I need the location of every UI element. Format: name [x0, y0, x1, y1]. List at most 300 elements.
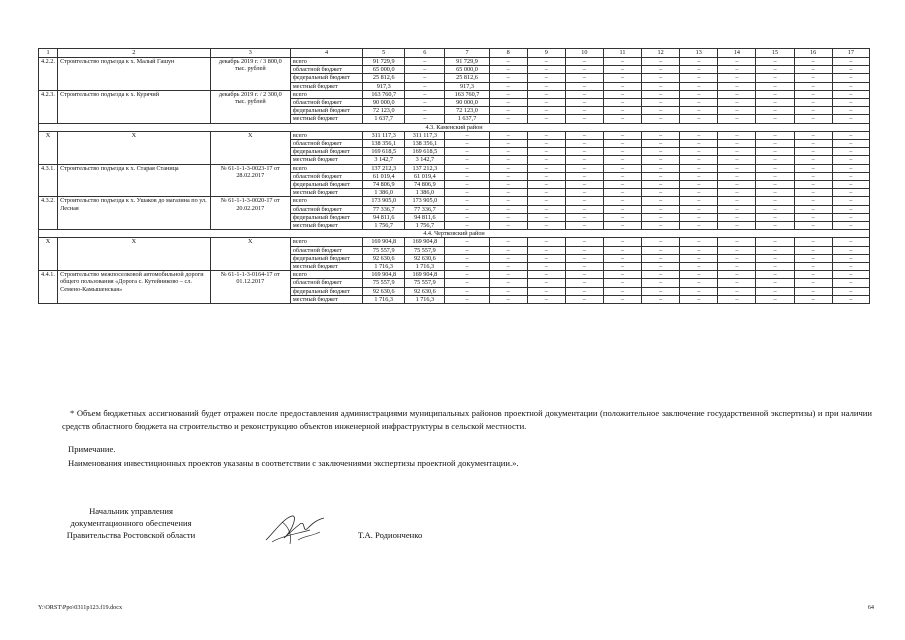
empty-year-cell: –: [718, 148, 756, 156]
empty-year-cell: –: [527, 66, 565, 74]
value-col5-cell: 94 811,6: [363, 213, 405, 221]
empty-year-cell: –: [718, 295, 756, 303]
empty-year-cell: –: [489, 164, 527, 172]
table-row: [39, 58, 870, 66]
empty-year-cell: –: [832, 172, 869, 180]
empty-year-cell: –: [756, 131, 794, 139]
empty-year-cell: –: [680, 58, 718, 66]
row-id-cell: 4.2.3.: [39, 90, 58, 123]
empty-year-cell: –: [680, 115, 718, 123]
empty-year-cell: –: [527, 238, 565, 246]
value-col5-cell: 311 117,3: [363, 131, 405, 139]
empty-year-cell: –: [565, 115, 603, 123]
empty-year-cell: –: [565, 222, 603, 230]
value-col6-cell: 311 117,3: [405, 131, 445, 139]
empty-year-cell: –: [642, 107, 680, 115]
empty-year-cell: –: [642, 140, 680, 148]
funding-source-cell: местный бюджет: [290, 156, 362, 164]
empty-year-cell: –: [603, 238, 641, 246]
value-col7-cell: –: [445, 131, 489, 139]
empty-year-cell: –: [642, 82, 680, 90]
value-col7-cell: 91 729,9: [445, 58, 489, 66]
funding-source-cell: областной бюджет: [290, 66, 362, 74]
empty-year-cell: –: [718, 172, 756, 180]
empty-year-cell: –: [489, 156, 527, 164]
empty-year-cell: –: [756, 279, 794, 287]
column-number-cell: 17: [832, 49, 869, 58]
empty-year-cell: –: [603, 222, 641, 230]
row-id-cell: 4.3.2.: [39, 197, 58, 230]
empty-year-cell: –: [489, 213, 527, 221]
empty-year-cell: –: [680, 148, 718, 156]
empty-year-cell: –: [756, 197, 794, 205]
empty-year-cell: –: [756, 205, 794, 213]
empty-year-cell: –: [832, 148, 869, 156]
empty-year-cell: –: [527, 131, 565, 139]
project-doc-cell: декабрь 2019 г. / 3 800,0 тыс. рублей: [210, 58, 290, 91]
empty-year-cell: –: [527, 115, 565, 123]
empty-year-cell: –: [603, 197, 641, 205]
empty-year-cell: –: [603, 263, 641, 271]
empty-year-cell: –: [794, 172, 832, 180]
empty-year-cell: –: [718, 205, 756, 213]
empty-year-cell: –: [565, 156, 603, 164]
project-doc-cell: № 61-1-1-3-0164-17 от 01.12.2017: [210, 271, 290, 304]
value-col6-cell: –: [405, 90, 445, 98]
empty-year-cell: –: [756, 238, 794, 246]
empty-year-cell: –: [565, 172, 603, 180]
project-doc-cell: № 61-1-1-3-0023-17 от 28.02.2017: [210, 164, 290, 197]
empty-year-cell: –: [527, 271, 565, 279]
empty-year-cell: –: [794, 271, 832, 279]
value-col5-cell: 173 905,0: [363, 197, 405, 205]
empty-year-cell: –: [489, 131, 527, 139]
empty-year-cell: –: [756, 263, 794, 271]
empty-year-cell: –: [832, 295, 869, 303]
empty-year-cell: –: [565, 213, 603, 221]
column-number-cell: 7: [445, 49, 489, 58]
empty-year-cell: –: [565, 279, 603, 287]
empty-year-cell: –: [756, 107, 794, 115]
empty-year-cell: –: [794, 287, 832, 295]
value-col7-cell: –: [445, 263, 489, 271]
empty-year-cell: –: [756, 140, 794, 148]
empty-year-cell: –: [565, 131, 603, 139]
section-header-row: [39, 230, 870, 238]
funding-source-cell: местный бюджет: [290, 189, 362, 197]
value-col7-cell: –: [445, 254, 489, 262]
empty-year-cell: –: [794, 107, 832, 115]
value-col5-cell: 72 123,0: [363, 107, 405, 115]
empty-year-cell: –: [527, 172, 565, 180]
value-col7-cell: –: [445, 246, 489, 254]
empty-year-cell: –: [527, 90, 565, 98]
empty-year-cell: –: [832, 197, 869, 205]
funding-source-cell: федеральный бюджет: [290, 107, 362, 115]
empty-year-cell: –: [565, 197, 603, 205]
empty-year-cell: –: [756, 287, 794, 295]
empty-year-cell: –: [794, 82, 832, 90]
empty-year-cell: –: [718, 58, 756, 66]
empty-year-cell: –: [680, 238, 718, 246]
empty-year-cell: –: [832, 107, 869, 115]
empty-year-cell: –: [794, 263, 832, 271]
empty-year-cell: –: [603, 74, 641, 82]
empty-year-cell: –: [680, 279, 718, 287]
column-number-cell: 12: [642, 49, 680, 58]
funding-source-cell: федеральный бюджет: [290, 181, 362, 189]
empty-year-cell: –: [718, 107, 756, 115]
value-col7-cell: –: [445, 156, 489, 164]
empty-year-cell: –: [680, 213, 718, 221]
column-number-cell: 8: [489, 49, 527, 58]
value-col7-cell: –: [445, 222, 489, 230]
project-doc-cell: Х: [210, 131, 290, 164]
empty-year-cell: –: [718, 66, 756, 74]
table-row: [39, 131, 870, 139]
empty-year-cell: –: [603, 148, 641, 156]
value-col6-cell: –: [405, 66, 445, 74]
empty-year-cell: –: [489, 222, 527, 230]
value-col7-cell: –: [445, 205, 489, 213]
empty-year-cell: –: [489, 99, 527, 107]
empty-year-cell: –: [756, 189, 794, 197]
empty-year-cell: –: [794, 140, 832, 148]
empty-year-cell: –: [718, 238, 756, 246]
empty-year-cell: –: [794, 279, 832, 287]
empty-year-cell: –: [680, 246, 718, 254]
empty-year-cell: –: [527, 263, 565, 271]
empty-year-cell: –: [642, 295, 680, 303]
column-number-cell: 14: [718, 49, 756, 58]
empty-year-cell: –: [680, 99, 718, 107]
empty-year-cell: –: [794, 238, 832, 246]
value-col6-cell: 3 142,7: [405, 156, 445, 164]
value-col5-cell: 1 386,0: [363, 189, 405, 197]
value-col7-cell: 25 812,6: [445, 74, 489, 82]
empty-year-cell: –: [794, 131, 832, 139]
empty-year-cell: –: [832, 263, 869, 271]
funding-source-cell: областной бюджет: [290, 140, 362, 148]
empty-year-cell: –: [603, 181, 641, 189]
empty-year-cell: –: [756, 66, 794, 74]
value-col7-cell: –: [445, 197, 489, 205]
value-col6-cell: 92 630,6: [405, 287, 445, 295]
empty-year-cell: –: [603, 205, 641, 213]
empty-year-cell: –: [832, 181, 869, 189]
empty-year-cell: –: [718, 287, 756, 295]
empty-year-cell: –: [565, 205, 603, 213]
value-col7-cell: 917,3: [445, 82, 489, 90]
empty-year-cell: –: [489, 279, 527, 287]
empty-year-cell: –: [603, 271, 641, 279]
empty-year-cell: –: [527, 279, 565, 287]
value-col6-cell: 169 904,8: [405, 271, 445, 279]
table-row: [39, 271, 870, 279]
value-col6-cell: 137 212,3: [405, 164, 445, 172]
empty-year-cell: –: [680, 107, 718, 115]
empty-year-cell: –: [756, 156, 794, 164]
empty-year-cell: –: [832, 58, 869, 66]
page-number: 64: [867, 604, 874, 611]
empty-year-cell: –: [565, 287, 603, 295]
section-title: 4.4. Чертковский район: [39, 230, 870, 238]
empty-year-cell: –: [756, 82, 794, 90]
empty-year-cell: –: [642, 172, 680, 180]
empty-year-cell: –: [832, 271, 869, 279]
value-col5-cell: 61 019,4: [363, 172, 405, 180]
empty-year-cell: –: [603, 58, 641, 66]
value-col6-cell: 1 716,3: [405, 263, 445, 271]
value-col6-cell: 61 019,4: [405, 172, 445, 180]
value-col6-cell: 75 557,9: [405, 279, 445, 287]
value-col7-cell: –: [445, 213, 489, 221]
empty-year-cell: –: [794, 99, 832, 107]
empty-year-cell: –: [832, 205, 869, 213]
value-col5-cell: 74 806,9: [363, 181, 405, 189]
empty-year-cell: –: [603, 287, 641, 295]
empty-year-cell: –: [527, 99, 565, 107]
value-col5-cell: 1 716,3: [363, 295, 405, 303]
value-col7-cell: –: [445, 181, 489, 189]
budget-footnote: * Объем бюджетных ассигнований будет отражен после предоставления администрациями муниципальных районов проектной документации (положительное заключение государственной экспертизы) и при наличии средств областного бюджета на строительство и реконструкцию объектов инженерной инфраструктуры в сельской местности.: [62, 408, 872, 431]
empty-year-cell: –: [527, 197, 565, 205]
row-id-cell: Х: [39, 238, 58, 271]
value-col7-cell: 65 000,0: [445, 66, 489, 74]
empty-year-cell: –: [489, 148, 527, 156]
project-name-cell: Строительство межпоселковой автомобильной дороги общего пользования «Дорога с. Кутейниково – сл. Семено-Камышенская»: [58, 271, 211, 304]
funding-source-cell: местный бюджет: [290, 115, 362, 123]
empty-year-cell: –: [489, 181, 527, 189]
empty-year-cell: –: [794, 74, 832, 82]
empty-year-cell: –: [603, 246, 641, 254]
value-col5-cell: 25 812,6: [363, 74, 405, 82]
empty-year-cell: –: [718, 197, 756, 205]
empty-year-cell: –: [565, 90, 603, 98]
empty-year-cell: –: [565, 181, 603, 189]
empty-year-cell: –: [489, 107, 527, 115]
footer-file-path: Y:\ORST\Ppo\0311p123.f19.docx: [38, 604, 123, 611]
table-row: [39, 90, 870, 98]
column-number-cell: 10: [565, 49, 603, 58]
value-col6-cell: –: [405, 115, 445, 123]
empty-year-cell: –: [756, 58, 794, 66]
empty-year-cell: –: [756, 172, 794, 180]
value-col5-cell: 1 756,7: [363, 222, 405, 230]
empty-year-cell: –: [718, 156, 756, 164]
value-col6-cell: –: [405, 58, 445, 66]
empty-year-cell: –: [794, 156, 832, 164]
value-col7-cell: –: [445, 140, 489, 148]
section-header-row: [39, 123, 870, 131]
empty-year-cell: –: [756, 222, 794, 230]
column-number-cell: 3: [210, 49, 290, 58]
project-doc-cell: № 61-1-1-3-0020-17 от 20.02.2017: [210, 197, 290, 230]
value-col7-cell: –: [445, 271, 489, 279]
empty-year-cell: –: [565, 99, 603, 107]
empty-year-cell: –: [642, 148, 680, 156]
empty-year-cell: –: [527, 74, 565, 82]
value-col7-cell: –: [445, 164, 489, 172]
funding-source-cell: всего: [290, 164, 362, 172]
empty-year-cell: –: [718, 279, 756, 287]
signatory-line-1: Начальник управления: [89, 506, 173, 516]
empty-year-cell: –: [794, 164, 832, 172]
value-col7-cell: –: [445, 287, 489, 295]
empty-year-cell: –: [642, 164, 680, 172]
table-row: [39, 197, 870, 205]
value-col5-cell: 169 904,8: [363, 271, 405, 279]
value-col5-cell: 90 000,0: [363, 99, 405, 107]
funding-source-cell: всего: [290, 238, 362, 246]
empty-year-cell: –: [603, 107, 641, 115]
funding-source-cell: областной бюджет: [290, 279, 362, 287]
empty-year-cell: –: [794, 205, 832, 213]
value-col6-cell: –: [405, 107, 445, 115]
empty-year-cell: –: [718, 115, 756, 123]
empty-year-cell: –: [680, 271, 718, 279]
column-number-cell: 15: [756, 49, 794, 58]
value-col7-cell: –: [445, 148, 489, 156]
empty-year-cell: –: [642, 238, 680, 246]
empty-year-cell: –: [642, 131, 680, 139]
empty-year-cell: –: [680, 287, 718, 295]
empty-year-cell: –: [642, 156, 680, 164]
note-text: Наименования инвестиционных проектов указаны в соответствии с заключениями экспертизы проектной документации.».: [68, 458, 519, 468]
empty-year-cell: –: [832, 213, 869, 221]
empty-year-cell: –: [718, 246, 756, 254]
funding-source-cell: федеральный бюджет: [290, 213, 362, 221]
value-col6-cell: 138 356,1: [405, 140, 445, 148]
funding-source-cell: всего: [290, 90, 362, 98]
empty-year-cell: –: [756, 90, 794, 98]
value-col6-cell: 173 905,0: [405, 197, 445, 205]
empty-year-cell: –: [832, 90, 869, 98]
funding-source-cell: областной бюджет: [290, 172, 362, 180]
empty-year-cell: –: [642, 254, 680, 262]
empty-year-cell: –: [794, 115, 832, 123]
empty-year-cell: –: [527, 107, 565, 115]
empty-year-cell: –: [718, 99, 756, 107]
empty-year-cell: –: [718, 222, 756, 230]
row-id-cell: 4.2.2.: [39, 58, 58, 91]
empty-year-cell: –: [794, 189, 832, 197]
signatory-line-3: Правительства Ростовской области: [66, 530, 196, 540]
value-col5-cell: 137 212,3: [363, 164, 405, 172]
empty-year-cell: –: [794, 213, 832, 221]
funding-source-cell: областной бюджет: [290, 205, 362, 213]
value-col5-cell: 169 904,8: [363, 238, 405, 246]
empty-year-cell: –: [832, 164, 869, 172]
empty-year-cell: –: [718, 90, 756, 98]
row-id-cell: 4.4.1.: [39, 271, 58, 304]
funding-source-cell: областной бюджет: [290, 99, 362, 107]
empty-year-cell: –: [642, 287, 680, 295]
empty-year-cell: –: [603, 82, 641, 90]
empty-year-cell: –: [832, 254, 869, 262]
empty-year-cell: –: [642, 263, 680, 271]
empty-year-cell: –: [680, 140, 718, 148]
empty-year-cell: –: [603, 66, 641, 74]
value-col5-cell: 65 000,0: [363, 66, 405, 74]
value-col7-cell: 72 123,0: [445, 107, 489, 115]
empty-year-cell: –: [565, 254, 603, 262]
empty-year-cell: –: [603, 156, 641, 164]
empty-year-cell: –: [489, 263, 527, 271]
value-col5-cell: 1 716,3: [363, 263, 405, 271]
value-col6-cell: 94 811,6: [405, 213, 445, 221]
project-doc-cell: Х: [210, 238, 290, 271]
empty-year-cell: –: [756, 271, 794, 279]
empty-year-cell: –: [832, 66, 869, 74]
empty-year-cell: –: [642, 279, 680, 287]
empty-year-cell: –: [565, 58, 603, 66]
empty-year-cell: –: [603, 90, 641, 98]
empty-year-cell: –: [489, 115, 527, 123]
funding-source-cell: местный бюджет: [290, 295, 362, 303]
empty-year-cell: –: [527, 148, 565, 156]
empty-year-cell: –: [565, 263, 603, 271]
value-col7-cell: –: [445, 172, 489, 180]
value-col5-cell: 77 336,7: [363, 205, 405, 213]
empty-year-cell: –: [603, 164, 641, 172]
empty-year-cell: –: [527, 140, 565, 148]
empty-year-cell: –: [794, 181, 832, 189]
project-name-cell: Строительство подъезда к х. Малый Гашун: [58, 58, 211, 91]
funding-source-cell: местный бюджет: [290, 222, 362, 230]
empty-year-cell: –: [489, 66, 527, 74]
empty-year-cell: –: [527, 58, 565, 66]
empty-year-cell: –: [718, 140, 756, 148]
value-col6-cell: 75 557,9: [405, 246, 445, 254]
empty-year-cell: –: [756, 74, 794, 82]
empty-year-cell: –: [527, 82, 565, 90]
empty-year-cell: –: [718, 164, 756, 172]
empty-year-cell: –: [718, 74, 756, 82]
empty-year-cell: –: [603, 140, 641, 148]
empty-year-cell: –: [718, 254, 756, 262]
empty-year-cell: –: [527, 213, 565, 221]
table-row: [39, 238, 870, 246]
empty-year-cell: –: [489, 189, 527, 197]
value-col7-cell: 90 000,0: [445, 99, 489, 107]
value-col6-cell: 169 904,8: [405, 238, 445, 246]
empty-year-cell: –: [718, 189, 756, 197]
funding-source-cell: федеральный бюджет: [290, 254, 362, 262]
empty-year-cell: –: [603, 189, 641, 197]
empty-year-cell: –: [756, 164, 794, 172]
funding-source-cell: всего: [290, 197, 362, 205]
funding-source-cell: всего: [290, 131, 362, 139]
empty-year-cell: –: [489, 254, 527, 262]
empty-year-cell: –: [794, 58, 832, 66]
empty-year-cell: –: [642, 74, 680, 82]
empty-year-cell: –: [642, 66, 680, 74]
empty-year-cell: –: [642, 90, 680, 98]
empty-year-cell: –: [489, 295, 527, 303]
empty-year-cell: –: [680, 205, 718, 213]
empty-year-cell: –: [565, 66, 603, 74]
empty-year-cell: –: [527, 164, 565, 172]
empty-year-cell: –: [642, 181, 680, 189]
empty-year-cell: –: [718, 82, 756, 90]
project-name-cell: Строительство подъезда к х. Ушаков до магазина по ул. Лесная: [58, 197, 211, 230]
value-col7-cell: –: [445, 238, 489, 246]
empty-year-cell: –: [718, 181, 756, 189]
project-doc-cell: декабрь 2019 г. / 2 300,0 тыс. рублей: [210, 90, 290, 123]
value-col5-cell: 917,3: [363, 82, 405, 90]
funding-source-cell: федеральный бюджет: [290, 74, 362, 82]
